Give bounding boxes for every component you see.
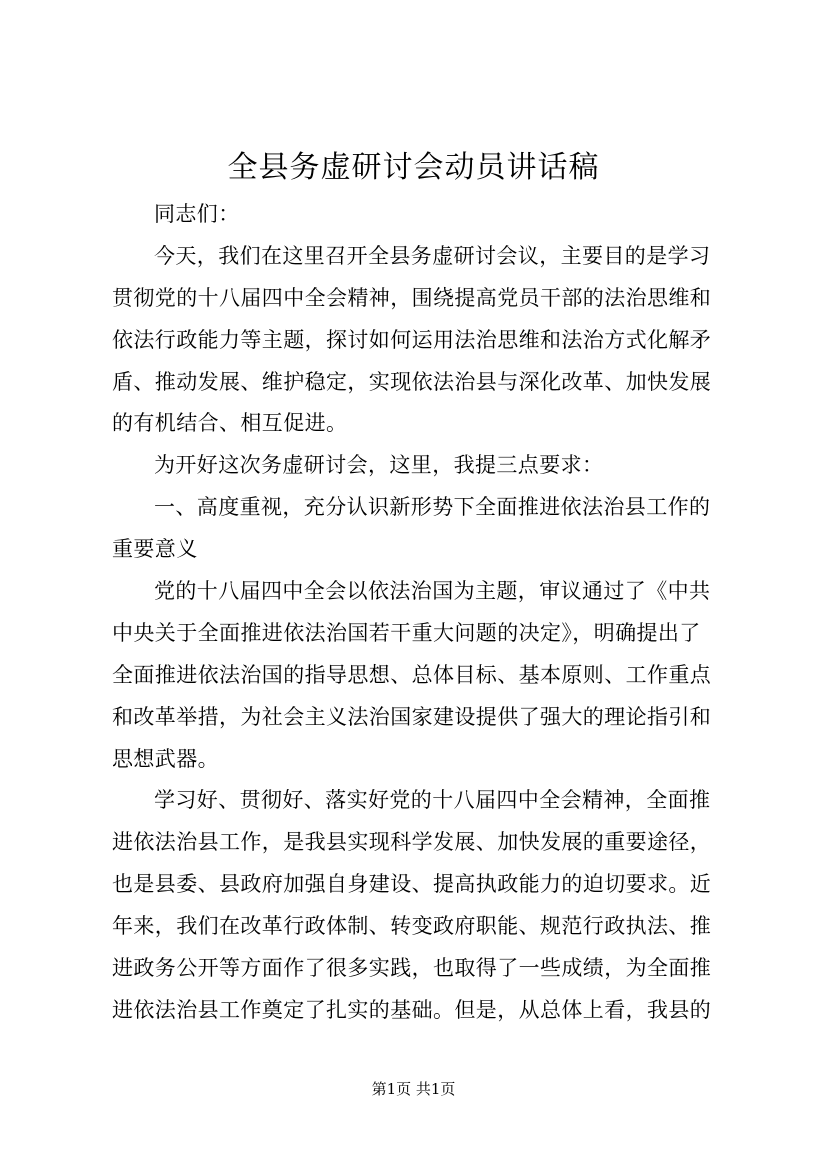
paragraph-line: 也是县委、县政府加强自身建设、提高执政能力的迫切要求。近 — [112, 872, 712, 897]
paragraph-line: 今天，我们在这里召开全县务虚研讨会议，主要目的是学习 — [154, 243, 711, 268]
paragraph-line: 思想武器。 — [112, 746, 219, 771]
paragraph-line: 依法行政能力等主题，探讨如何运用法治思维和法治方式化解矛 — [112, 327, 712, 352]
section-heading-line: 一、高度重视，充分认识新形势下全面推进依法治县工作的 — [154, 495, 711, 520]
paragraph-line: 和改革举措，为社会主义法治国家建设提供了强大的理论指引和 — [112, 704, 712, 729]
paragraph-line: 为开好这次务虚研讨会，这里，我提三点要求： — [154, 453, 604, 478]
paragraph-line: 进依法治县工作奠定了扎实的基础。但是，从总体上看，我县的 — [112, 997, 712, 1022]
paragraph-line: 进政务公开等方面作了很多实践，也取得了一些成绩，为全面推 — [112, 956, 712, 981]
paragraph-line: 年来，我们在改革行政体制、转变政府职能、规范行政执法、推 — [112, 914, 712, 939]
paragraph-line: 全面推进依法治国的指导思想、总体目标、基本原则、工作重点 — [112, 662, 712, 687]
paragraph-line: 中央关于全面推进依法治国若干重大问题的决定》，明确提出了 — [112, 620, 701, 645]
paragraph-line: 进依法治县工作，是我县实现科学发展、加快发展的重要途径， — [112, 830, 712, 855]
paragraph-line: 学习好、贯彻好、落实好党的十八届四中全会精神，全面推 — [154, 788, 711, 813]
document-body — [112, 194, 724, 1032]
section-heading-line: 重要意义 — [112, 537, 198, 562]
paragraph-line: 盾、推动发展、维护稳定，实现依法治县与深化改革、加快发展 — [112, 369, 712, 394]
document-title: 全县务虚研讨会动员讲话稿 — [227, 150, 600, 185]
page-footer: 第1页 共1页 — [371, 1080, 456, 1098]
paragraph-line: 党的十八届四中全会以依法治国为主题，审议通过了《中共 — [154, 579, 711, 604]
paragraph-line: 贯彻党的十八届四中全会精神，围绕提高党员干部的法治思维和 — [112, 285, 712, 310]
salutation-line: 同志们： — [154, 202, 240, 226]
paragraph-line: 的有机结合、相互促进。 — [112, 411, 348, 436]
